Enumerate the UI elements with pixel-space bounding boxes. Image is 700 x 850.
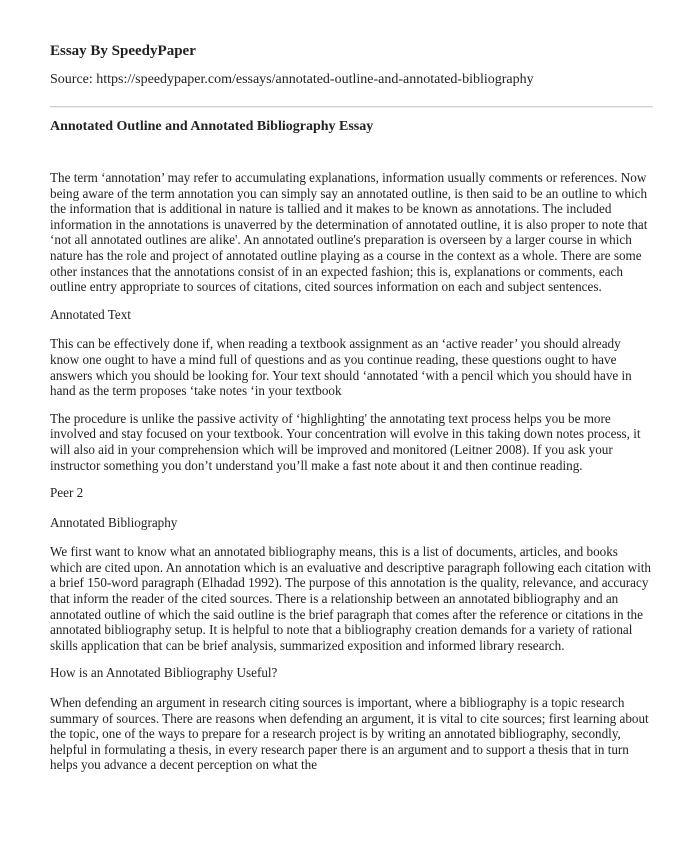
paragraph-defending-argument: When defending an argument in research citing sources is important, where a bibliography is a topic research summary of sources. There are reasons when defending an argument, it is vital to cite sources; first learning about the topic, one of the ways to prepare for a research project is by writing an annotated bibliography, secondly, helpful in formulating a thesis, in every research paper there is an argument and to support a thesis that in turn helps you advance a decent perception on what the: [50, 695, 649, 773]
section-heading-annotated-bibliography: Annotated Bibliography: [50, 514, 178, 530]
source-line: Source: https://speedypaper.com/essays/annotated-outline-and-annotated-bibliography: [50, 72, 534, 87]
essay-body: [50, 170, 653, 785]
site-title: Essay By SpeedyPaper: [50, 43, 196, 59]
paragraph-intro: The term ‘annotation’ may refer to accumulating explanations, information usually comments or references. Now being aware of the term annotation you can simply say an annotated outline, is then said to be an outline to which the information that is additional in nature is tallied and it makes to be known as annotations. The included information in the annotations is unaverred by the determination of annotated outline, it is also proper to note that ‘not all annotated outlines are alike'. An annotated outline's preparation is overseen by a larger course in which nature has the role and project of annotated outline playing as a course in the context as a whole. There are some other instances that the annotations consist of in an expected fashion; this is, explanations or comments, each outline entry appropriate to sources of citations, cited sources information on each and subject sentences.: [50, 170, 648, 295]
paragraph-procedure: The procedure is unlike the passive activity of ‘highlighting' the annotating text process helps you be more involved and stay focused on your textbook. Your concentration will evolve in this taking down notes process, it will also aid in your comprehension which will be improved and monitored (Leitner 2008). If you ask your instructor something you don’t understand you’ll make a fast note about it and then continue reading.: [50, 410, 641, 473]
section-heading-peer-2: Peer 2: [50, 485, 84, 501]
paragraph-active-reader: This can be effectively done if, when reading a textbook assignment as an ‘active reader’ you should already know one ought to have a mind full of questions and as you continue reading, these questions ought to have answers which you should be looking for. Your text should ‘annotated ‘with a pencil which you should have in hand as the term proposes ‘take notes ‘in your textbook: [50, 336, 632, 399]
essay-title: Annotated Outline and Annotated Bibliography Essay: [50, 119, 374, 134]
divider: [50, 106, 653, 108]
section-heading-usefulness: How is an Annotated Bibliography Useful?: [50, 665, 278, 681]
paragraph-bibliography-definition: We first want to know what an annotated bibliography means, this is a list of documents, articles, and books which are cited upon. An annotation which is an evaluative and descriptive paragraph following each citation with a brief 150-word paragraph (Elhadad 1992). The purpose of this annotation is the quality, relevance, and accuracy that inform the reader of the cited sources. There is a relationship between an annotated bibliography and an annotated outline of which the said outline is the brief paragraph that comes after the reference or citations in the annotated bibliography setup. It is helpful to note that a bibliography creation demands for a variety of rational skills application that can be brief analysis, summarized exposition and informed library research.: [50, 544, 651, 653]
section-heading-annotated-text: Annotated Text: [50, 306, 131, 322]
